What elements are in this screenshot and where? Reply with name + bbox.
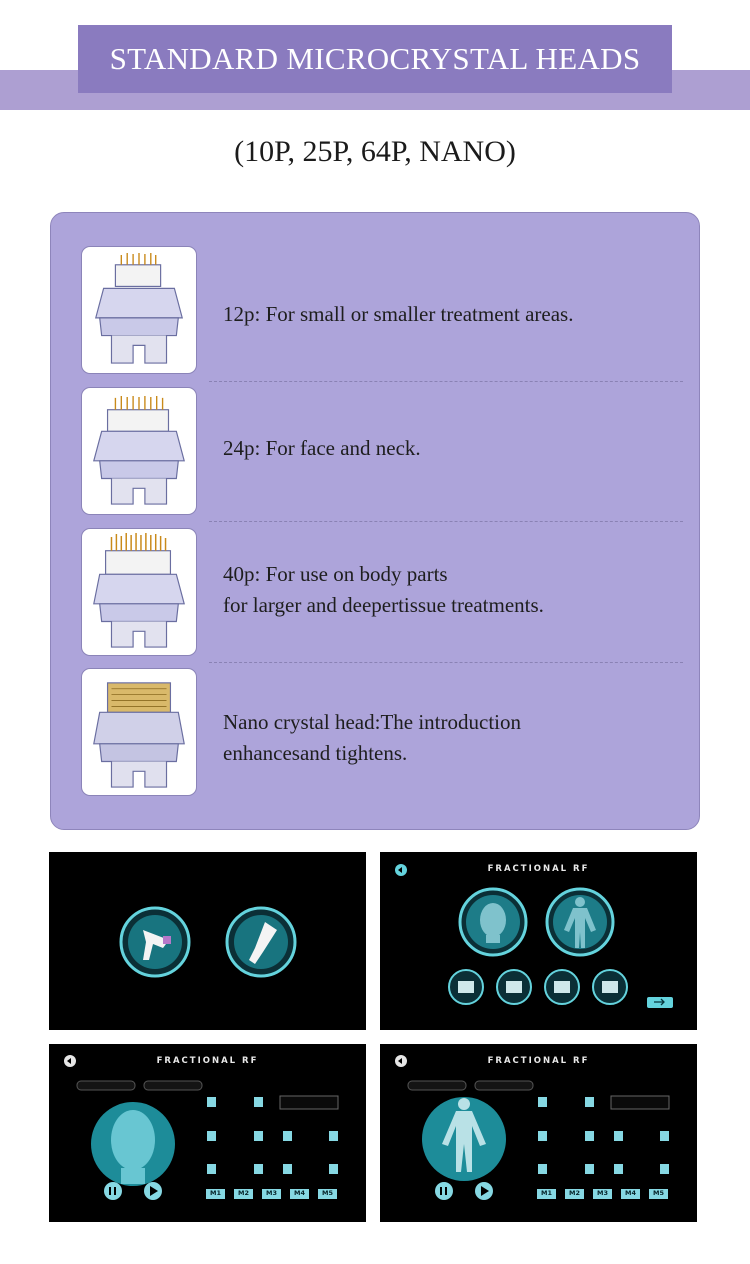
divider <box>209 521 683 522</box>
play-button[interactable] <box>475 1182 493 1200</box>
memory-m3-button[interactable]: M3 <box>593 1189 612 1199</box>
head-40p-line-1: 40p: For use on body parts <box>223 562 448 586</box>
memory-m5-button[interactable]: M5 <box>649 1189 668 1199</box>
head-type-nano-button[interactable] <box>593 970 627 1004</box>
depth-up-button[interactable] <box>660 1131 669 1141</box>
back-icon[interactable] <box>395 1055 407 1067</box>
head-nano-image <box>81 668 197 796</box>
head-nano-line-2: enhancesand tightens. <box>223 741 408 765</box>
divider <box>209 381 683 382</box>
memory-m2-button[interactable]: M2 <box>234 1189 253 1199</box>
pulse-up-button[interactable] <box>585 1164 594 1174</box>
pulse-down-button[interactable] <box>207 1164 216 1174</box>
rf-handpiece-button[interactable] <box>121 908 189 976</box>
head-40p-line-2: for larger and deepertissue treatments. <box>223 593 544 617</box>
pulse-down-button[interactable] <box>538 1164 547 1174</box>
memory-m1-button[interactable]: M1 <box>206 1189 225 1199</box>
heads-card <box>50 212 700 830</box>
time-down-button[interactable] <box>538 1097 547 1107</box>
energy-down-button[interactable] <box>538 1131 547 1141</box>
time-display <box>611 1096 669 1109</box>
head-40p-text <box>223 559 544 621</box>
body-control-screen <box>380 1044 697 1222</box>
head-nano-line-1: Nano crystal head:The introduction <box>223 710 521 734</box>
memory-m1-button[interactable]: M1 <box>537 1189 556 1199</box>
head-type-24p-button[interactable] <box>497 970 531 1004</box>
face-model <box>91 1102 175 1186</box>
pause-button[interactable] <box>435 1182 453 1200</box>
time-up-button[interactable] <box>254 1097 263 1107</box>
head-24p-line-1: 24p: For face and neck. <box>223 436 421 460</box>
body-area-button[interactable] <box>547 889 613 955</box>
handpiece-select-screen <box>49 852 366 1030</box>
interval-up-button[interactable] <box>329 1164 338 1174</box>
pulse-up-button[interactable] <box>254 1164 263 1174</box>
body-model <box>422 1097 506 1181</box>
area-select-screen <box>380 852 697 1030</box>
pin-field[interactable] <box>475 1081 533 1090</box>
memory-m4-button[interactable]: M4 <box>621 1189 640 1199</box>
fractional-handpiece-button[interactable] <box>227 908 295 976</box>
face-control-screen <box>49 1044 366 1222</box>
head-40p-image <box>81 528 197 656</box>
depth-down-button[interactable] <box>283 1131 292 1141</box>
pause-button[interactable] <box>104 1182 122 1200</box>
time-down-button[interactable] <box>207 1097 216 1107</box>
head-12p-text <box>223 299 573 330</box>
divider <box>209 662 683 663</box>
interval-down-button[interactable] <box>283 1164 292 1174</box>
head-12p-image <box>81 246 197 374</box>
enter-button[interactable] <box>647 997 673 1008</box>
page-title: STANDARD MICROCRYSTAL HEADS <box>109 41 641 76</box>
pin-field[interactable] <box>144 1081 202 1090</box>
energy-up-button[interactable] <box>585 1131 594 1141</box>
memory-m2-button[interactable]: M2 <box>565 1189 584 1199</box>
head-24p-text <box>223 433 421 464</box>
mode-field[interactable] <box>77 1081 135 1090</box>
screen-title: FRACTIONAL RF <box>156 1056 259 1066</box>
head-type-40p-button[interactable] <box>545 970 579 1004</box>
time-up-button[interactable] <box>585 1097 594 1107</box>
head-type-12p-button[interactable] <box>449 970 483 1004</box>
head-24p-image <box>81 387 197 515</box>
memory-m3-button[interactable]: M3 <box>262 1189 281 1199</box>
back-icon[interactable] <box>64 1055 76 1067</box>
memory-m4-button[interactable]: M4 <box>290 1189 309 1199</box>
head-12p-line-1: 12p: For small or smaller treatment areas. <box>223 302 574 326</box>
interval-down-button[interactable] <box>614 1164 623 1174</box>
mode-field[interactable] <box>408 1081 466 1090</box>
interval-up-button[interactable] <box>660 1164 669 1174</box>
face-area-button[interactable] <box>460 889 526 955</box>
memory-m5-button[interactable]: M5 <box>318 1189 337 1199</box>
play-button[interactable] <box>144 1182 162 1200</box>
energy-up-button[interactable] <box>254 1131 263 1141</box>
time-display <box>280 1096 338 1109</box>
title-banner <box>78 25 672 93</box>
page-subtitle: (10P, 25P, 64P, NANO) <box>234 135 516 168</box>
depth-up-button[interactable] <box>329 1131 338 1141</box>
head-nano-text <box>223 707 521 769</box>
back-icon[interactable] <box>395 864 407 876</box>
screen-title: FRACTIONAL RF <box>487 1056 590 1066</box>
energy-down-button[interactable] <box>207 1131 216 1141</box>
depth-down-button[interactable] <box>614 1131 623 1141</box>
screen-title: FRACTIONAL RF <box>487 864 590 874</box>
